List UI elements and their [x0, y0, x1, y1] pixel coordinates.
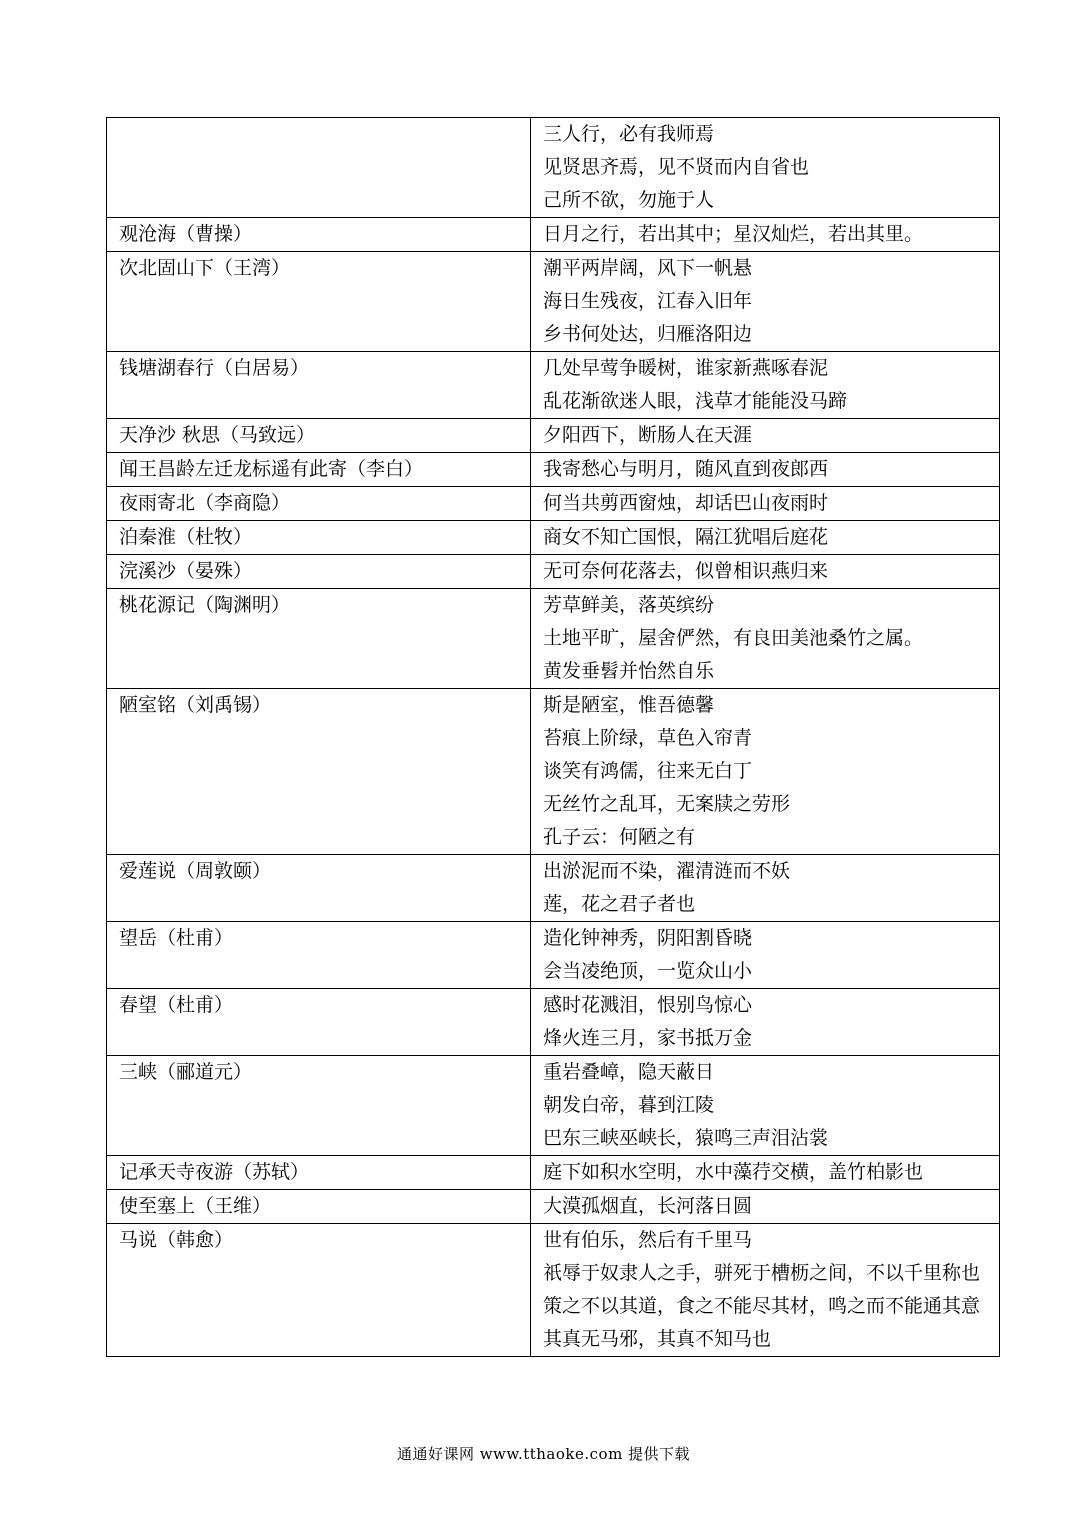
- poem-title-cell: [107, 855, 531, 922]
- table-row: [107, 453, 1000, 487]
- quote-line: 土地平旷，屋舍俨然，有良田美池桑竹之属。: [543, 627, 924, 649]
- quote-line: 谈笑有鸿儒，往来无白丁: [543, 760, 753, 782]
- table-row: [107, 589, 1000, 689]
- quote-line: 会当凌绝顶，一览众山小: [543, 960, 753, 982]
- poem-title: 天净沙 秋思（马致远）: [119, 424, 316, 446]
- poem-title: 陋室铭（刘禹锡）: [119, 694, 272, 716]
- quote-line: 海日生残夜，江春入旧年: [543, 290, 753, 312]
- table-row: [107, 118, 1000, 218]
- poem-title: 春望（杜甫）: [119, 994, 234, 1016]
- quote-line: 重岩叠嶂，隐天蔽日: [543, 1061, 715, 1083]
- quote-line: 巴东三峡巫峡长，猿鸣三声泪沾裳: [543, 1127, 829, 1149]
- quote-line: 孔子云：何陋之有: [543, 826, 696, 848]
- quote-lines-cell: [531, 352, 1000, 419]
- quote-lines-cell: [531, 989, 1000, 1056]
- poem-title-cell: [107, 352, 531, 419]
- quote-lines-cell: [531, 1056, 1000, 1156]
- poem-title: 三峡（郦道元）: [119, 1061, 253, 1083]
- poem-title-cell: [107, 1190, 531, 1224]
- table-row: [107, 487, 1000, 521]
- quote-lines-cell: [531, 487, 1000, 521]
- quote-line: 见贤思齐焉，见不贤而内自省也: [543, 156, 810, 178]
- quote-line: 夕阳西下，断肠人在天涯: [543, 424, 753, 446]
- poem-title-cell: [107, 118, 531, 218]
- quote-lines-cell: [531, 419, 1000, 453]
- quote-line: 几处早莺争暖树，谁家新燕啄春泥: [543, 357, 829, 379]
- quote-lines-cell: [531, 521, 1000, 555]
- poem-title-cell: [107, 589, 531, 689]
- quote-line: 日月之行，若出其中；星汉灿烂，若出其里。: [543, 223, 924, 245]
- table-row: [107, 521, 1000, 555]
- poem-title-cell: [107, 1224, 531, 1357]
- poem-title: 使至塞上（王维）: [119, 1195, 272, 1217]
- poem-title-cell: [107, 555, 531, 589]
- poem-title: 观沧海（曹操）: [119, 223, 253, 245]
- quote-line: 我寄愁心与明月，随风直到夜郎西: [543, 458, 829, 480]
- poem-title-cell: [107, 922, 531, 989]
- poem-title: 望岳（杜甫）: [119, 927, 234, 949]
- table-row: [107, 989, 1000, 1056]
- table-row: [107, 1190, 1000, 1224]
- quote-line: 黄发垂髫并怡然自乐: [543, 660, 715, 682]
- table-row: [107, 419, 1000, 453]
- quote-line: 乡书何处达，归雁洛阳边: [543, 323, 753, 345]
- poem-table: [106, 117, 1000, 1357]
- table-row: [107, 252, 1000, 352]
- quote-line: 何当共剪西窗烛，却话巴山夜雨时: [543, 492, 829, 514]
- quote-lines-cell: [531, 1190, 1000, 1224]
- quote-lines-cell: [531, 855, 1000, 922]
- table-row: [107, 1056, 1000, 1156]
- table-row: [107, 1156, 1000, 1190]
- quote-line: 其真无马邪，其真不知马也: [543, 1328, 772, 1350]
- poem-title: 钱塘湖春行（白居易）: [119, 357, 310, 379]
- quote-line: 祇辱于奴隶人之手，骈死于槽枥之间，不以千里称也: [543, 1262, 981, 1284]
- quote-lines-cell: [531, 1224, 1000, 1357]
- quote-lines-cell: [531, 1156, 1000, 1190]
- poem-title: 夜雨寄北（李商隐）: [119, 492, 291, 514]
- quote-line: 大漠孤烟直，长河落日圆: [543, 1195, 753, 1217]
- poem-title-cell: [107, 689, 531, 855]
- table-row: [107, 689, 1000, 855]
- quote-line: 出淤泥而不染，濯清涟而不妖: [543, 860, 791, 882]
- quote-line: 芳草鲜美，落英缤纷: [543, 594, 715, 616]
- poem-title: 浣溪沙（晏殊）: [119, 560, 253, 582]
- poem-title-cell: [107, 1056, 531, 1156]
- poem-title: 桃花源记（陶渊明）: [119, 594, 291, 616]
- quote-line: 乱花渐欲迷人眼，浅草才能能没马蹄: [543, 390, 848, 412]
- quote-line: 世有伯乐，然后有千里马: [543, 1229, 753, 1251]
- poem-title-cell: [107, 521, 531, 555]
- poem-title: 爱莲说（周敦颐）: [119, 860, 272, 882]
- quote-lines-cell: [531, 453, 1000, 487]
- quote-lines-cell: [531, 922, 1000, 989]
- poem-title-cell: [107, 419, 531, 453]
- quote-line: 庭下如积水空明，水中藻荇交横，盖竹柏影也: [543, 1161, 924, 1183]
- quote-line: 莲，花之君子者也: [543, 893, 696, 915]
- poem-title: 泊秦淮（杜牧）: [119, 526, 253, 548]
- poem-title-cell: [107, 1156, 531, 1190]
- quote-line: 无可奈何花落去，似曾相识燕归来: [543, 560, 829, 582]
- table-row: [107, 1224, 1000, 1357]
- quote-line: 无丝竹之乱耳，无案牍之劳形: [543, 793, 791, 815]
- poem-title: 记承天寺夜游（苏轼）: [119, 1161, 310, 1183]
- poem-title-cell: [107, 453, 531, 487]
- quote-line: 商女不知亡国恨，隔江犹唱后庭花: [543, 526, 829, 548]
- quote-lines-cell: [531, 218, 1000, 252]
- footer-credit: 通通好课网 www.tthaoke.com 提供下载: [396, 1445, 691, 1463]
- quote-line: 朝发白帝，暮到江陵: [543, 1094, 715, 1116]
- quote-line: 斯是陋室，惟吾德馨: [543, 694, 715, 716]
- quote-line: 感时花溅泪，恨别鸟惊心: [543, 994, 753, 1016]
- quote-lines-cell: [531, 118, 1000, 218]
- quote-line: 三人行，必有我师焉: [543, 123, 715, 145]
- quote-lines-cell: [531, 689, 1000, 855]
- poem-title-cell: [107, 989, 531, 1056]
- poem-title: 闻王昌龄左迁龙标遥有此寄（李白）: [119, 458, 424, 480]
- table-row: [107, 922, 1000, 989]
- quote-line: 潮平两岸阔，风下一帆悬: [543, 257, 753, 279]
- quote-line: 苔痕上阶绿，草色入帘青: [543, 727, 753, 749]
- poem-title: 次北固山下（王湾）: [119, 257, 291, 279]
- table-row: [107, 218, 1000, 252]
- poem-title-cell: [107, 487, 531, 521]
- quote-line: 造化钟神秀，阴阳割昏晓: [543, 927, 753, 949]
- poem-title-cell: [107, 252, 531, 352]
- table-row: [107, 352, 1000, 419]
- quote-line: 烽火连三月，家书抵万金: [543, 1027, 753, 1049]
- poem-title: 马说（韩愈）: [119, 1229, 234, 1251]
- quote-line: 策之不以其道，食之不能尽其材，鸣之而不能通其意: [543, 1295, 981, 1317]
- table-row: [107, 555, 1000, 589]
- poem-title-cell: [107, 218, 531, 252]
- table-row: [107, 855, 1000, 922]
- quote-lines-cell: [531, 555, 1000, 589]
- quote-lines-cell: [531, 589, 1000, 689]
- quote-line: 己所不欲，勿施于人: [543, 189, 715, 211]
- quote-lines-cell: [531, 252, 1000, 352]
